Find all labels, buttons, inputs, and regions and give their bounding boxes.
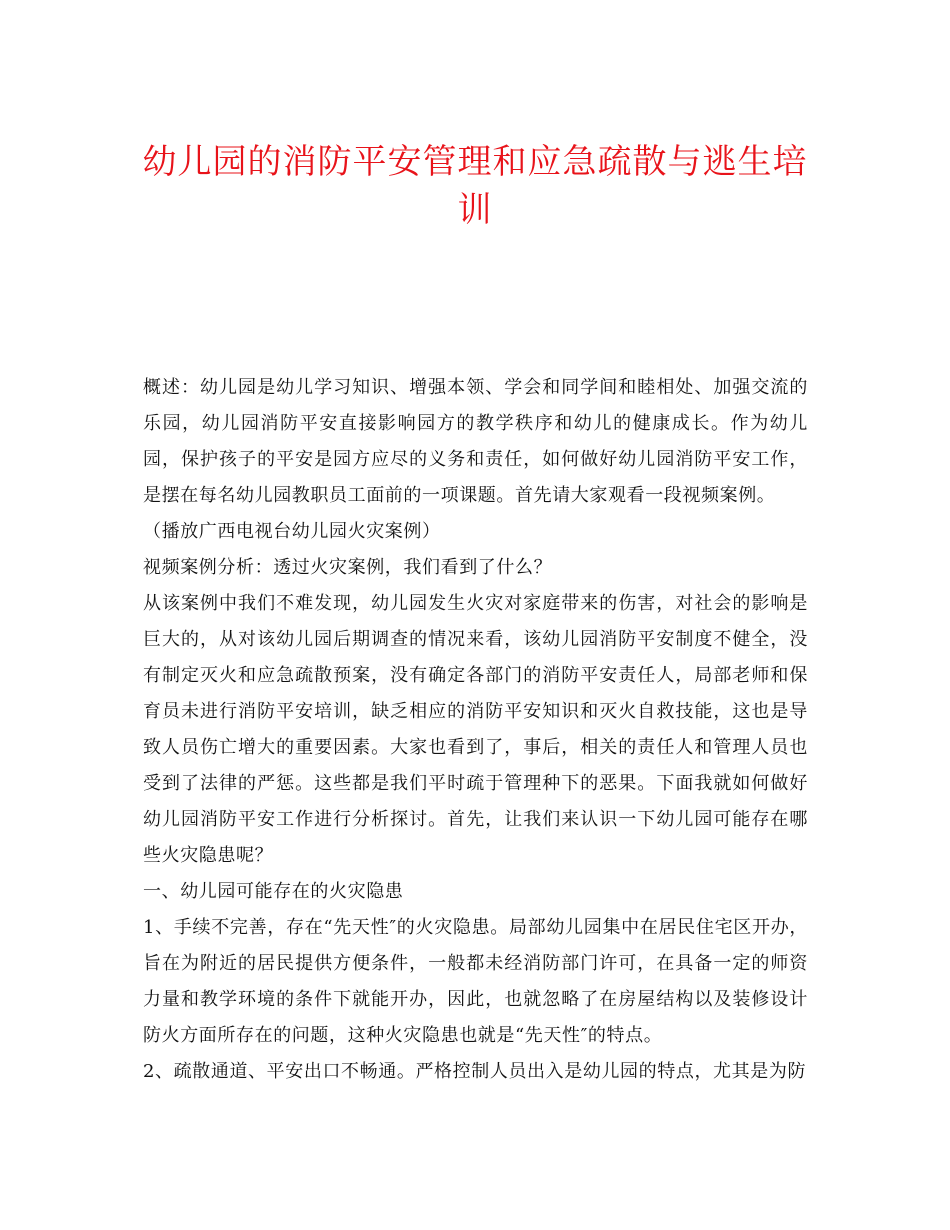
paragraph-overview: 概述：幼儿园是幼儿学习知识、增强本领、学会和同学间和睦相处、加强交流的乐园，幼儿园消防平安直接影响园方的教学秩序和幼儿的健康成长。作为幼儿园，保护孩子的平安是园方应尽的义务和责任，如何做好幼儿园消防平安工作，是摆在每名幼儿园教职员工面前的一项课题。首先请大家观看一段视频案例。 xyxy=(143,377,808,506)
paragraph-video-note: （播放广西电视台幼儿园火灾案例） xyxy=(143,521,441,542)
paragraph-item-1: 1、手续不完善，存在“先天性″的火灾隐患。局部幼儿园集中在居民住宅区开办，旨在为附近的居民提供方便条件，一般都未经消防部门许可，在具备一定的师资力量和教学环境的条件下就能开办，因此，也就忽略了在房屋结构以及装修设计防火方面所存在的问题，这种火灾隐患也就是“先天性″的特点。 xyxy=(143,917,808,1046)
paragraph-video-analysis: 视频案例分析：透过火灾案例，我们看到了什么？ xyxy=(143,557,553,578)
paragraph-case-discussion: 从该案例中我们不难发现，幼儿园发生火灾对家庭带来的伤害，对社会的影响是巨大的，从对该幼儿园后期调查的情况来看，该幼儿园消防平安制度不健全，没有制定灭火和应急疏散预案，没有确定各部门的消防平安责任人，局部老师和保育员未进行消防平安培训，缺乏相应的消防平安知识和灭火自救技能，这也是导致人员伤亡增大的重要因素。大家也看到了，事后，相关的责任人和管理人员也受到了法律的严惩。这些都是我们平时疏于管理种下的恶果。下面我就如何做好幼儿园消防平安工作进行分析探讨。首先，让我们来认识一下幼儿园可能存在哪些火灾隐患呢？ xyxy=(143,593,808,866)
document-body xyxy=(143,370,808,1090)
paragraph-item-2: 2、疏散通道、平安出口不畅通。严格控制人员出入是幼儿园的特点，尤其是为防 xyxy=(143,1061,807,1082)
document-title: 幼儿园的消防平安管理和应急疏散与逃生培训 xyxy=(142,142,808,230)
section-heading-hazards: 一、幼儿园可能存在的火灾隐患 xyxy=(143,881,404,902)
